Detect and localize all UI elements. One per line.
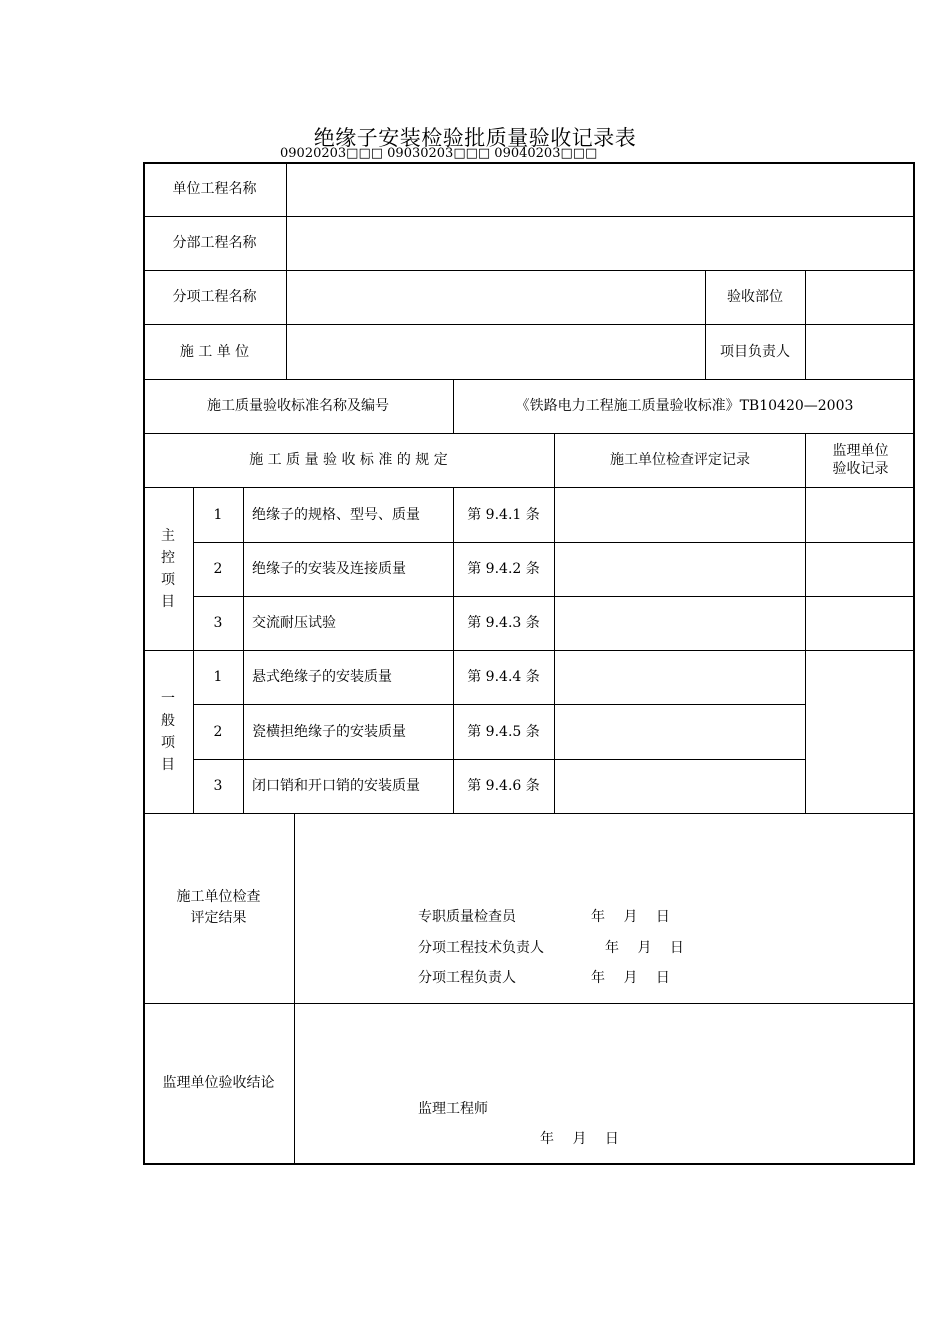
technical-lead-label: 分项工程技术负责人 — [418, 940, 544, 956]
quality-inspector-date: 年 月 日 — [591, 909, 670, 925]
construction-record-header: 施工单位检查评定记录 — [610, 452, 750, 468]
main-item-supervision-field[interactable] — [806, 487, 915, 542]
general-item-clause: 第 9.4.4 条 — [467, 669, 540, 685]
general-item-no: 1 — [213, 669, 223, 685]
main-item-clause: 第 9.4.2 条 — [467, 561, 540, 577]
main-items-label: 主 控 项 目 — [161, 527, 175, 610]
general-item-record-field[interactable] — [555, 650, 805, 704]
construction-result-label: 施工单位检查 评定结果 — [176, 889, 261, 926]
unit-project-field[interactable] — [287, 162, 915, 216]
supervision-record-header-line-2: 验收记录 — [832, 461, 889, 477]
general-item-name: 闭口销和开口销的安装质量 — [252, 778, 420, 794]
main-item-no: 2 — [213, 561, 223, 577]
standard-value: 《铁路电力工程施工质量验收标准》TB10420—2003 — [515, 398, 854, 414]
standard-label: 施工质量验收标准名称及编号 — [207, 398, 389, 414]
project-manager-label: 项目负责人 — [720, 343, 790, 360]
main-item-clause: 第 9.4.3 条 — [467, 615, 540, 631]
main-item-clause: 第 9.4.1 条 — [467, 506, 540, 523]
general-item-name: 瓷横担绝缘子的安装质量 — [252, 723, 406, 740]
inspection-part-label: 验收部位 — [727, 289, 783, 305]
supervision-result-label: 监理单位验收结论 — [162, 1075, 275, 1091]
subitem-lead-date: 年 月 日 — [591, 970, 670, 986]
inspection-part-field[interactable] — [806, 270, 915, 324]
main-item-no: 1 — [213, 506, 223, 523]
general-item-clause: 第 9.4.6 条 — [467, 778, 540, 794]
division-field[interactable] — [287, 216, 915, 270]
main-item-supervision-field[interactable] — [806, 542, 915, 596]
general-items-label: 一 般 项 目 — [161, 690, 175, 773]
form-title: 绝缘子安装检验批质量验收记录表 — [313, 126, 637, 150]
main-item-name: 绝缘子的安装及连接质量 — [252, 561, 406, 577]
technical-lead-date: 年 月 日 — [605, 940, 684, 956]
main-item-name: 交流耐压试验 — [252, 615, 336, 631]
spec-column-header: 施 工 质 量 验 收 标 准 的 规 定 — [249, 452, 448, 468]
general-item-name: 悬式绝缘子的安装质量 — [252, 669, 392, 685]
main-item-record-field[interactable] — [555, 487, 805, 542]
supervision-record-header — [806, 433, 915, 487]
subitem-lead-label: 分项工程负责人 — [418, 970, 516, 986]
main-item-supervision-field[interactable] — [806, 596, 915, 650]
supervision-engineer-label: 监理工程师 — [418, 1101, 488, 1117]
subitem-label: 分项工程名称 — [172, 289, 257, 305]
main-item-record-field[interactable] — [555, 596, 805, 650]
unit-project-label: 单位工程名称 — [172, 181, 257, 197]
general-item-clause: 第 9.4.5 条 — [467, 723, 540, 740]
project-manager-field[interactable] — [806, 324, 915, 379]
supervision-record-header-line-1: 监理单位 — [832, 443, 889, 459]
main-item-name: 绝缘子的规格、型号、质量 — [252, 506, 420, 523]
form-codes: 09020203□□□ 09030203□□□ 09040203□□□ — [280, 146, 598, 161]
supervision-date: 年 月 日 — [540, 1131, 619, 1147]
general-item-no: 3 — [213, 778, 223, 794]
construction-unit-field[interactable] — [287, 324, 705, 379]
general-item-record-field[interactable] — [555, 704, 805, 759]
general-item-record-field[interactable] — [555, 759, 805, 813]
main-item-no: 3 — [213, 615, 223, 631]
construction-unit-label: 施 工 单 位 — [179, 343, 250, 360]
division-label: 分部工程名称 — [172, 235, 257, 251]
quality-inspector-label: 专职质量检查员 — [418, 909, 516, 925]
general-item-no: 2 — [213, 723, 223, 740]
main-item-record-field[interactable] — [555, 542, 805, 596]
general-items-supervision-field[interactable] — [806, 650, 915, 813]
subitem-field[interactable] — [287, 270, 705, 324]
